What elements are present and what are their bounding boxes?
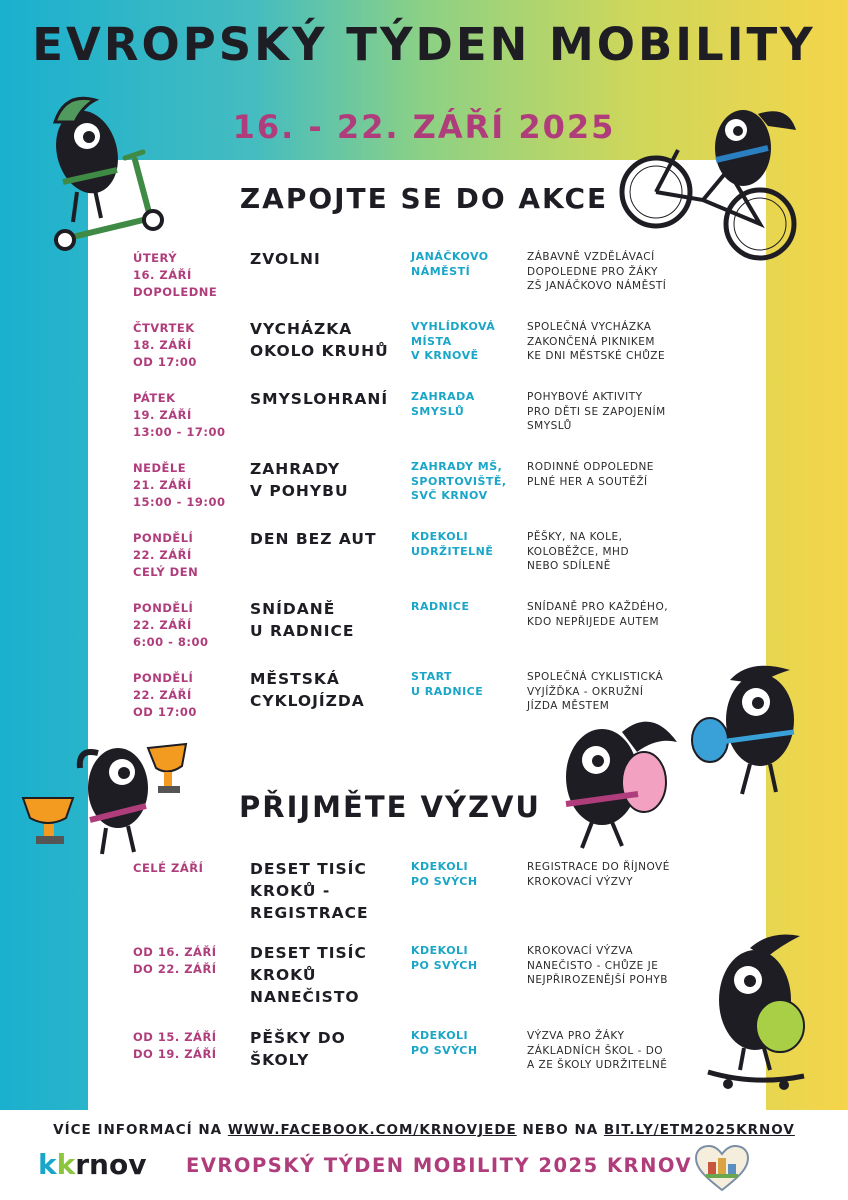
skateboard-mascot-icon	[700, 930, 810, 1095]
event-when-line: 19. ZÁŘÍ	[133, 408, 192, 422]
event-place-line: KDEKOLI	[411, 944, 469, 957]
event-place-line: START	[411, 670, 453, 683]
event-place-line: UDRŽITELNĚ	[411, 544, 494, 558]
event-when-line: PONDĚLÍ	[133, 601, 194, 615]
event-description-line: ZAKONČENÁ PIKNIKEM	[527, 335, 655, 348]
event-place-line: JANÁČKOVO	[411, 250, 489, 263]
event-description-line: RODINNÉ ODPOLEDNE	[527, 461, 654, 473]
event-name	[250, 598, 400, 642]
event-name-line: VYCHÁZKA	[250, 320, 353, 338]
event-place-line: RADNICE	[411, 600, 470, 613]
event-description-line: ZŠ JANÁČKOVO NÁMĚSTÍ	[527, 280, 667, 292]
event-description	[527, 530, 737, 574]
event-when-line: 16. ZÁŘÍ	[133, 268, 192, 282]
event-description-line: NEJPŘIROZENĚJŠÍ POHYB	[527, 974, 668, 986]
page-title: EVROPSKÝ TÝDEN MOBILITY	[32, 18, 816, 71]
bitly-link[interactable]: BIT.LY/ETM2025KRNOV	[603, 1122, 795, 1138]
bike-mascot-icon	[618, 100, 808, 270]
event-when	[133, 860, 243, 877]
event-when-line: OD 15. ZÁŘÍ	[133, 1030, 217, 1044]
event-when	[133, 250, 243, 301]
event-when-line: DO 22. ZÁŘÍ	[133, 962, 217, 976]
event-when-line: 22. ZÁŘÍ	[133, 618, 192, 632]
event-when-line: 22. ZÁŘÍ	[133, 688, 192, 702]
event-when	[133, 390, 243, 441]
event-when-line: 18. ZÁŘÍ	[133, 338, 192, 352]
event-description-line: POHYBOVÉ AKTIVITY	[527, 391, 643, 403]
event-name	[250, 858, 400, 924]
event-place	[411, 320, 521, 364]
event-description-line: PRO DĚTI SE ZAPOJENÍM	[527, 405, 666, 418]
event-place-line: PO SVÝCH	[411, 1043, 478, 1057]
event-description-line: VÝZVA PRO ŽÁKY	[527, 1030, 625, 1042]
event-name	[250, 528, 400, 550]
event-description-line: KDO NEPŘIJEDE AUTEM	[527, 615, 660, 628]
event-when-line: OD 17:00	[133, 705, 197, 719]
event-description-line: SNÍDANĚ PRO KAŽDÉHO,	[527, 601, 669, 613]
event-name-line: KROKŮ	[250, 966, 317, 984]
event-description-line: PĚŠKY, NA KOLE,	[527, 531, 623, 543]
event-name	[250, 1027, 400, 1071]
scooter-mascot-icon	[25, 92, 165, 252]
event-when-line: NEDĚLE	[133, 461, 187, 475]
event-place-line: PO SVÝCH	[411, 958, 478, 972]
event-name-line: DESET TISÍC	[250, 944, 367, 962]
more-info-middle: NEBO NA	[522, 1122, 599, 1138]
event-description	[527, 320, 737, 364]
event-place-line: U RADNICE	[411, 684, 484, 698]
event-when-line: 6:00 - 8:00	[133, 635, 209, 649]
event-name-line: DESET TISÍC	[250, 860, 367, 878]
event-description-line: REGISTRACE DO ŘÍJNOVÉ	[527, 861, 670, 873]
event-place-line: KDEKOLI	[411, 860, 469, 873]
event-when	[133, 600, 243, 651]
facebook-link[interactable]: WWW.FACEBOOK.COM/KRNOVJEDE	[227, 1122, 517, 1138]
event-when-line: OD 16. ZÁŘÍ	[133, 945, 217, 959]
footer-title: EVROPSKÝ TÝDEN MOBILITY 2025 KRNOV	[186, 1154, 693, 1177]
event-name-line: ZVOLNI	[250, 250, 321, 268]
event-description-line: NEBO SDÍLENĚ	[527, 560, 611, 572]
event-place-line: VYHLÍDKOVÁ	[411, 320, 496, 333]
event-when-line: 22. ZÁŘÍ	[133, 548, 192, 562]
event-when-line: DO 19. ZÁŘÍ	[133, 1047, 217, 1061]
event-description	[527, 460, 737, 489]
event-when-line: ČTVRTEK	[133, 321, 195, 335]
event-name	[250, 942, 400, 1008]
event-name-line: NANEČISTO	[250, 988, 360, 1006]
event-name	[250, 248, 400, 270]
event-when-line: CELÉ ZÁŘÍ	[133, 861, 204, 875]
event-place-line: PO SVÝCH	[411, 874, 478, 888]
event-description-line: PLNÉ HER A SOUTĚŽÍ	[527, 475, 648, 488]
event-when-line: 15:00 - 19:00	[133, 495, 226, 509]
event-when-line: 21. ZÁŘÍ	[133, 478, 192, 492]
event-name	[250, 388, 400, 410]
event-name-line: ZAHRADY	[250, 460, 341, 478]
event-place-line: SMYSLŮ	[411, 404, 465, 418]
event-description-line: SMYSLŮ	[527, 420, 572, 432]
event-when-line: OD 17:00	[133, 355, 197, 369]
more-info-prefix: VÍCE INFORMACÍ NA	[53, 1122, 223, 1138]
event-description	[527, 600, 737, 629]
event-place	[411, 944, 521, 973]
logo-text: rnov	[75, 1148, 147, 1181]
event-description-line: VYJÍŽĎKA - OKRUŽNÍ	[527, 685, 644, 698]
event-name-line: OKOLO KRUHŮ	[250, 342, 389, 360]
section-title-challenge: PŘIJMĚTE VÝZVU	[239, 790, 541, 824]
event-when-line: PONDĚLÍ	[133, 531, 194, 545]
event-name	[250, 458, 400, 502]
event-description	[527, 860, 737, 889]
event-description-line: ZÁKLADNÍCH ŠKOL - DO	[527, 1044, 664, 1057]
event-place-line: V KRNOVĚ	[411, 349, 479, 362]
event-place	[411, 600, 521, 615]
event-description-line: JÍZDA MĚSTEM	[527, 700, 610, 712]
event-place-line: NÁMĚSTÍ	[411, 264, 471, 278]
event-when	[133, 530, 243, 581]
krnov-logo	[38, 1148, 146, 1181]
event-place-line: SVČ KRNOV	[411, 489, 488, 502]
event-name-line: U RADNICE	[250, 622, 355, 640]
event-when-line: PÁTEK	[133, 391, 176, 405]
event-description-line: KROKOVACÍ VÝZVA	[527, 945, 634, 957]
event-when	[133, 460, 243, 511]
event-place-line: KDEKOLI	[411, 530, 469, 543]
event-description-line: SPOLEČNÁ VYCHÁZKA	[527, 321, 652, 333]
event-name-line: V POHYBU	[250, 482, 349, 500]
event-name-line: SNÍDANĚ	[250, 600, 336, 618]
logo-k1: k	[38, 1148, 57, 1181]
event-description-line: NANEČISTO - CHŮZE JE	[527, 959, 659, 972]
event-description-line: A ZE ŠKOLY UDRŽITELNĚ	[527, 1059, 668, 1071]
event-place	[411, 670, 521, 699]
event-place-line: MÍSTA	[411, 334, 452, 348]
logo-k2: k	[56, 1148, 76, 1181]
event-when-line: ÚTERÝ	[133, 251, 178, 265]
event-description-line: KOLOBĚŽCE, MHD	[527, 545, 630, 558]
event-place	[411, 1029, 521, 1058]
event-place	[411, 460, 521, 504]
event-description-line: KROKOVACÍ VÝZVY	[527, 875, 633, 888]
event-name-line: ŠKOLY	[250, 1051, 310, 1069]
event-place-line: ZAHRADY MŠ,	[411, 460, 503, 473]
event-when-line: PONDĚLÍ	[133, 671, 194, 685]
event-when	[133, 1029, 243, 1063]
section-title-events: ZAPOJTE SE DO AKCE	[239, 182, 609, 215]
event-when	[133, 320, 243, 371]
event-place-line: SPORTOVIŠTĚ,	[411, 474, 507, 488]
event-description	[527, 390, 737, 434]
event-name-line: SMYSLOHRANÍ	[250, 390, 389, 408]
camera-mascot-icon	[690, 660, 810, 800]
event-place	[411, 860, 521, 889]
event-when	[133, 670, 243, 721]
event-place-line: KDEKOLI	[411, 1029, 469, 1042]
trophy-mascot-icon	[18, 738, 198, 858]
event-description-line: DOPOLEDNE PRO ŽÁKY	[527, 265, 658, 278]
event-name-line: PĚŠKY DO	[250, 1029, 346, 1047]
event-dates: 16. - 22. ZÁŘÍ 2025	[232, 108, 616, 146]
event-name-line: DEN BEZ AUT	[250, 530, 377, 548]
event-description-line: SPOLEČNÁ CYKLISTICKÁ	[527, 671, 664, 683]
event-description-line: KE DNI MĚSTSKÉ CHŮZE	[527, 350, 666, 362]
heart-emblem-icon	[694, 1144, 750, 1194]
event-name	[250, 668, 400, 712]
event-place	[411, 530, 521, 559]
event-name-line: CYKLOJÍZDA	[250, 692, 365, 710]
event-name-line: MĚSTSKÁ	[250, 670, 340, 688]
event-place-line: ZAHRADA	[411, 390, 475, 403]
event-name	[250, 318, 400, 362]
backpack-mascot-icon	[552, 712, 682, 852]
event-place	[411, 250, 521, 279]
event-when-line: DOPOLEDNE	[133, 285, 218, 299]
event-when-line: CELÝ DEN	[133, 565, 199, 579]
event-when	[133, 944, 243, 978]
event-description-line: ZÁBAVNĚ VZDĚLÁVACÍ	[527, 251, 655, 263]
event-place	[411, 390, 521, 419]
event-name-line: REGISTRACE	[250, 904, 369, 922]
more-info-line	[0, 1122, 848, 1138]
event-name-line: KROKŮ -	[250, 882, 331, 900]
event-when-line: 13:00 - 17:00	[133, 425, 226, 439]
